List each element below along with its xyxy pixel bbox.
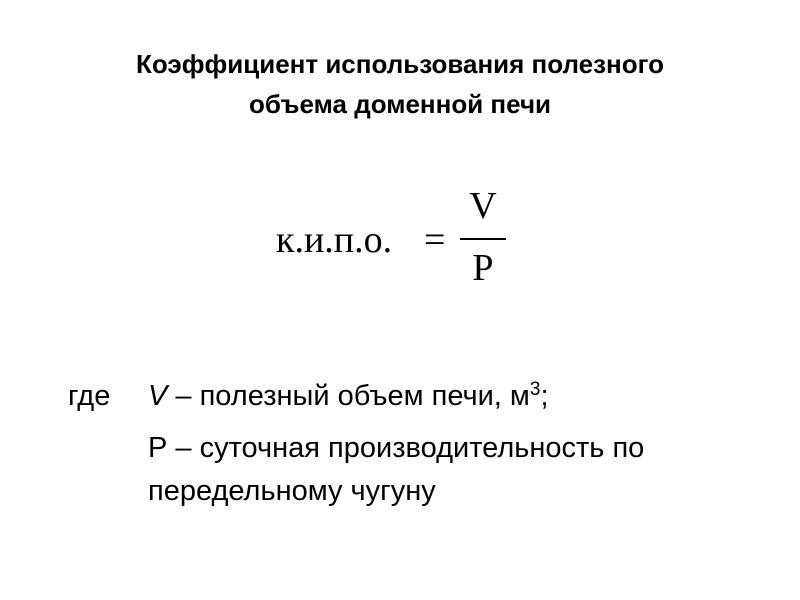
slide-title-line-2: объема доменной печи: [248, 89, 552, 119]
where-label: где: [68, 380, 111, 412]
formula-lhs: к.и.п.о.: [276, 219, 393, 261]
definition-v-text: – полезный объем печи, м: [167, 380, 530, 412]
definition-v-unit-exponent: 3: [529, 379, 541, 400]
slide-title-line-1: Коэффициент использования полезного: [135, 49, 664, 79]
fraction-denominator: P: [472, 247, 494, 289]
definition-p-line-2: передельному чугуну: [148, 475, 436, 507]
definition-p-line-1: Р – суточная производительность по: [148, 432, 645, 464]
formula-equals-sign: =: [424, 219, 446, 261]
definition-v: [148, 380, 549, 413]
fraction-numerator: V: [469, 185, 497, 227]
definition-v-end: ;: [540, 380, 549, 412]
definition-v-symbol: V: [148, 380, 168, 412]
